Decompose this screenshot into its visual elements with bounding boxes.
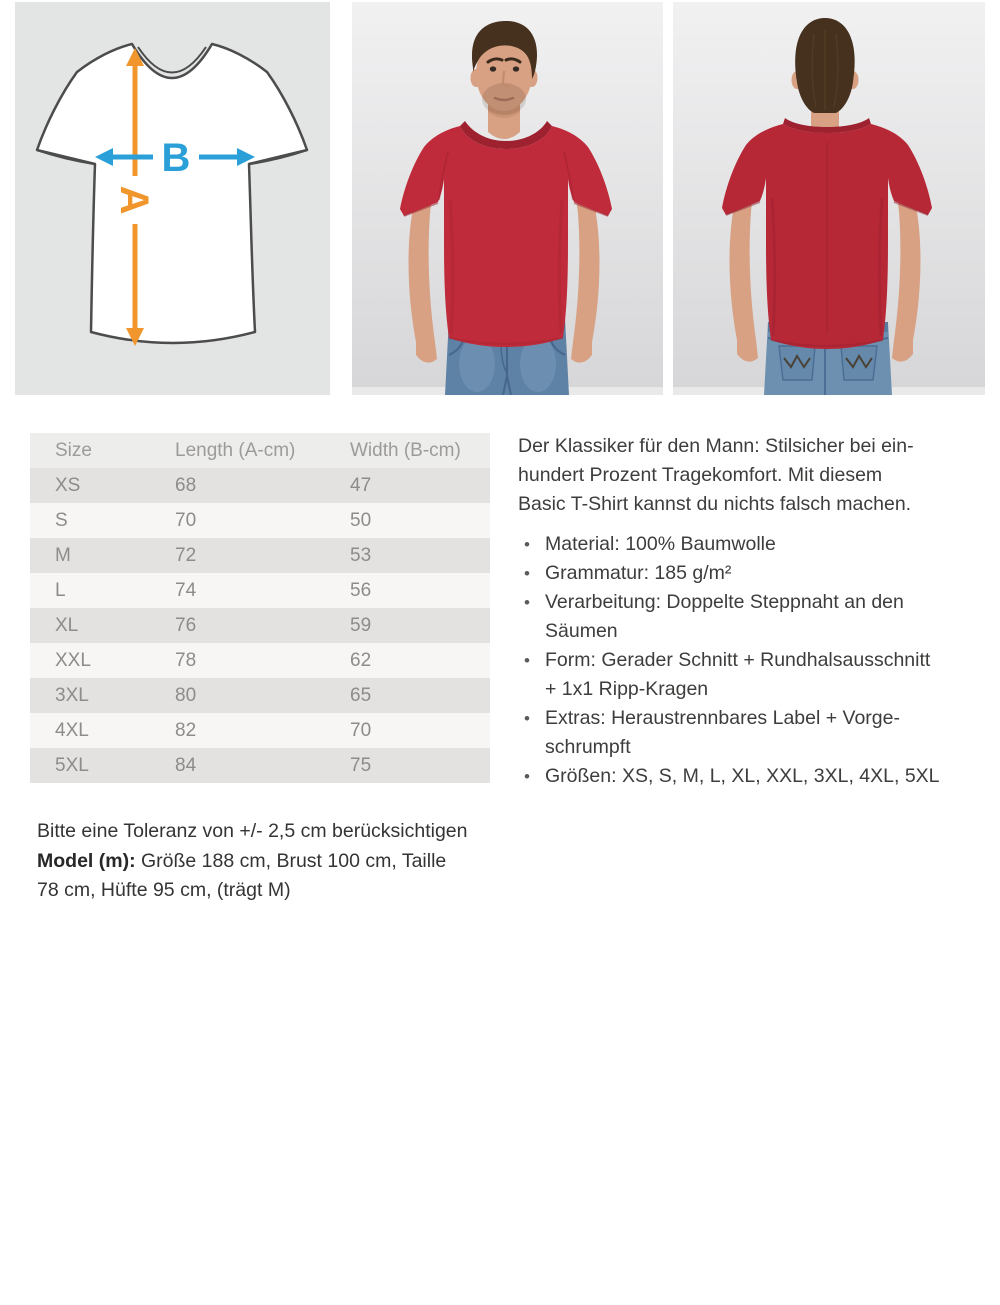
table-row-5xl [30,748,490,783]
feature-extras: • Extras: Heraustrennbares Label + Vorge- schrumpft [518,704,990,762]
model-info-line1 [37,847,517,877]
cell-width: 59 [350,614,372,636]
cell-width: 70 [350,719,372,741]
col-header-width: Width (B-cm) [350,439,461,461]
tolerance-note [37,817,517,906]
cell-size: L [55,579,66,601]
table-row-l [30,573,490,608]
cell-size: 3XL [55,684,89,706]
cell-length: 70 [175,509,197,531]
cell-size: S [55,509,68,531]
cell-width: 75 [350,754,372,776]
model-label: Model (m): [37,849,136,872]
tshirt-measure-diagram [15,2,330,395]
cell-width: 53 [350,544,372,566]
feature-form: • Form: Gerader Schnitt + Rundhalsausschnitt + 1x1 Ripp-Kragen [518,646,990,704]
cell-size: XS [55,474,81,496]
cell-width: 47 [350,474,372,496]
cell-length: 78 [175,649,197,671]
back-pocket-left [779,346,815,380]
feature-verarbeitung: • Verarbeitung: Doppelte Steppnaht an den Säumen [518,588,990,646]
back-pocket-right [841,346,877,380]
product-description [518,432,990,791]
col-header-size: Size [55,439,92,461]
description-intro-line: hundert Prozent Tragekomfort. Mit diesem [518,464,883,486]
size-table [30,433,490,783]
description-intro-line: Der Klassiker für den Mann: Stilsicher bei ein- [518,435,914,457]
model-front-illustration [352,2,663,395]
label-a [112,186,156,215]
cell-size: M [55,544,71,566]
label-b: B [161,136,191,180]
col-header-length: Length (A-cm) [175,439,296,461]
eye-right [513,66,519,71]
model-back-illustration [673,2,985,395]
table-row-xs [30,468,490,503]
cell-size: 4XL [55,719,89,741]
feature-grammatur: • Grammatur: 185 g/m² [518,559,990,588]
cell-length: 68 [175,474,197,496]
cell-length: 84 [175,754,197,776]
model-back-photo [673,2,985,395]
cell-width: 65 [350,684,372,706]
table-row-3xl [30,678,490,713]
model-front-photo [352,2,663,395]
cell-width: 56 [350,579,372,601]
feature-groessen: • Größen: XS, S, M, L, XL, XXL, 3XL, 4XL, 5XL [518,762,990,791]
cell-size: XL [55,614,79,636]
cell-length: 72 [175,544,197,566]
cell-length: 76 [175,614,197,636]
model-info-rest: Größe 188 cm, Brust 100 cm, Taille [135,849,447,872]
size-diagram-panel [15,2,330,395]
feature-material: • Material: 100% Baumwolle [518,530,990,559]
svg-text:A: A [112,185,156,215]
cell-length: 74 [175,579,197,601]
size-table-header [30,433,490,468]
cell-length: 80 [175,684,197,706]
feature-list [518,530,990,791]
cell-length: 82 [175,719,197,741]
table-row-s [30,503,490,538]
table-row-4xl [30,713,490,748]
tolerance-line: Bitte eine Toleranz von +/- 2,5 cm berücksichtigen [37,820,468,842]
cell-size: XXL [55,649,91,671]
cell-width: 62 [350,649,372,671]
cell-size: 5XL [55,754,89,776]
table-row-xxl [30,643,490,678]
cell-width: 50 [350,509,372,531]
table-row-xl [30,608,490,643]
eye-left [490,66,496,71]
model-info-line2: 78 cm, Hüfte 95 cm, (trägt M) [37,879,291,901]
description-intro-line: Basic T-Shirt kannst du nichts falsch machen. [518,493,912,515]
table-row-m [30,538,490,573]
